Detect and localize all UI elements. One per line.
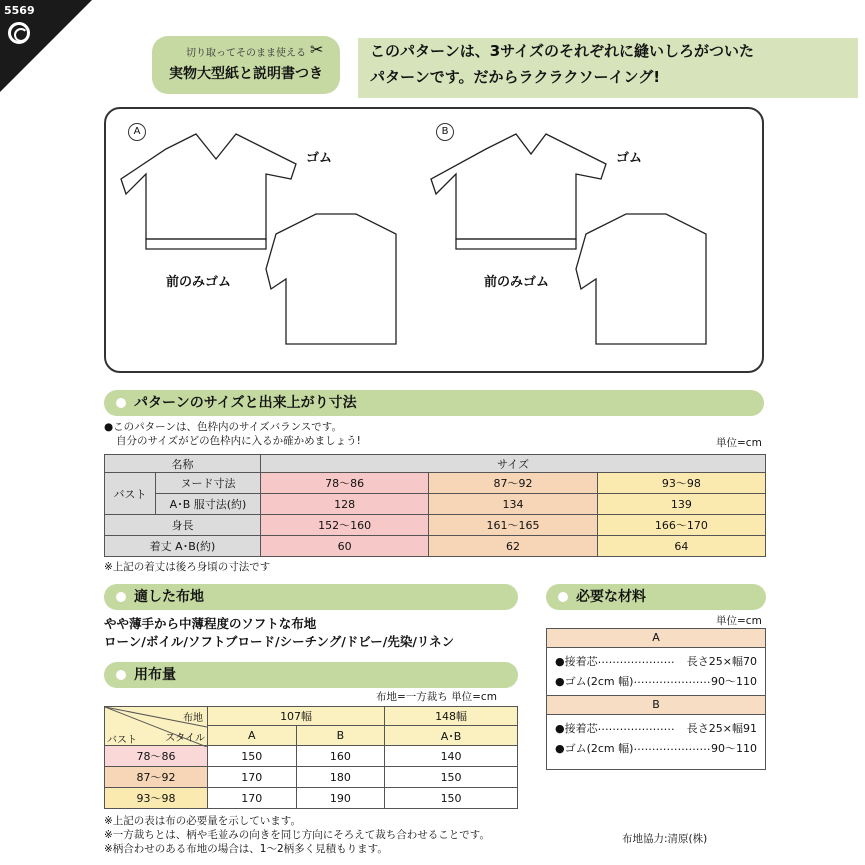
size-note2: 自分のサイズがどの色枠内に入るか確かめましょう! <box>116 435 361 447</box>
item-dots: ………………… <box>633 740 711 753</box>
item-name: ●ゴム(2cm 幅) <box>555 675 634 688</box>
col-header: A･B <box>385 726 518 746</box>
item-name: ●接着芯 <box>555 722 598 735</box>
yardage-foot3: ※柄合わせのある布地の場合は、1〜2柄多く見積もります。 <box>104 843 388 855</box>
front-gomu-label-a: 前のみゴム <box>166 275 232 290</box>
front-gomu-label-b: 前のみゴム <box>484 275 550 290</box>
materials-a-header: A <box>547 629 765 648</box>
fabric-section-header <box>104 584 518 610</box>
materials-section-header <box>546 584 766 610</box>
item-dots: ………………… <box>633 673 711 686</box>
table-cell: 134 <box>429 494 597 515</box>
bust-label: バスト <box>105 473 156 515</box>
item-dots: ………………… <box>597 720 675 733</box>
h-bust: バスト <box>107 735 137 746</box>
size-note1: ●このパターンは、色枠内のサイズバランスです。 <box>104 421 342 433</box>
materials-section-title: 必要な材料 <box>546 584 766 610</box>
size-section-header <box>104 390 764 416</box>
table-cell: 190 <box>296 788 385 809</box>
style-b-marker: B <box>436 123 454 141</box>
table-cell: 128 <box>261 494 429 515</box>
row-label: 着丈 A･B(約) <box>105 536 261 557</box>
style-a-marker: A <box>128 123 146 141</box>
col-header: B <box>296 726 385 746</box>
header-size: サイズ <box>261 455 766 473</box>
bust-cell: 87〜92 <box>105 767 208 788</box>
header-name: 名称 <box>105 455 261 473</box>
item-name: ●ゴム(2cm 幅) <box>555 742 634 755</box>
h-style: スタイル <box>165 733 205 744</box>
headline-line1: このパターンは、3サイズのそれぞれに縫いしろがついた <box>370 42 754 60</box>
badge-line2: 実物大型紙と説明書つき <box>169 66 323 82</box>
item-value: 長さ25×幅91 <box>686 722 757 735</box>
table-cell: 78〜86 <box>261 473 429 494</box>
yardage-table <box>104 706 518 809</box>
list-item <box>547 715 765 736</box>
credit: 布地協力:清原(株) <box>622 833 708 845</box>
table-cell: 160 <box>296 746 385 767</box>
brand-logo-icon <box>8 22 30 44</box>
gomu-label-a: ゴム <box>306 151 333 166</box>
pattern-code: 5569 <box>4 4 35 17</box>
table-cell: 139 <box>597 494 765 515</box>
fabric-line1: やや薄手から中薄程度のソフトな布地 <box>104 616 317 631</box>
bust-cell: 78〜86 <box>105 746 208 767</box>
garment-illustration <box>106 109 762 371</box>
list-item <box>547 669 765 695</box>
table-cell: 93〜98 <box>597 473 765 494</box>
size-section-title: パターンのサイズと出来上がり寸法 <box>104 390 764 416</box>
size-unit: 単位=cm <box>716 437 762 449</box>
yardage-note: 布地=一方裁ち 単位=cm <box>376 691 497 703</box>
row-label: ヌード寸法 <box>156 473 261 494</box>
w148-header: 148幅 <box>385 707 518 726</box>
bust-cell: 93〜98 <box>105 788 208 809</box>
materials-box <box>546 628 766 770</box>
table-cell: 170 <box>208 767 297 788</box>
w107-header: 107幅 <box>208 707 385 726</box>
table-cell: 166〜170 <box>597 515 765 536</box>
list-item <box>547 736 765 756</box>
yardage-foot1: ※上記の表は布の必要量を示しています。 <box>104 815 301 827</box>
headline-line2: パターンです。だからラクラクソーイング! <box>370 68 661 86</box>
row-label: 身長 <box>105 515 261 536</box>
table-cell: 140 <box>385 746 518 767</box>
headline <box>358 38 858 98</box>
size-table <box>104 454 766 557</box>
item-name: ●接着芯 <box>555 655 598 668</box>
illustration-box <box>104 107 764 373</box>
corner-cell <box>105 707 208 746</box>
table-cell: 150 <box>385 767 518 788</box>
table-cell: 150 <box>208 746 297 767</box>
table-cell: 180 <box>296 767 385 788</box>
fabric-section-title: 適した布地 <box>104 584 518 610</box>
item-dots: ………………… <box>597 653 675 666</box>
item-value: 90〜110 <box>711 675 757 688</box>
table-cell: 152〜160 <box>261 515 429 536</box>
fabric-line2: ローン/ボイル/ソフトブロード/シーチング/ドビー/先染/リネン <box>104 634 455 649</box>
scissors-icon: ✂ <box>310 40 324 59</box>
table-cell: 161〜165 <box>429 515 597 536</box>
item-value: 90〜110 <box>711 742 757 755</box>
table-cell: 62 <box>429 536 597 557</box>
yardage-foot2: ※一方裁ちとは、柄や毛並みの向きを同じ方向にそろえて裁ち合わせることです。 <box>104 829 490 841</box>
col-header: A <box>208 726 297 746</box>
item-value: 長さ25×幅70 <box>686 655 757 668</box>
size-footnote: ※上記の着丈は後ろ身頃の寸法です <box>104 561 271 573</box>
yardage-section-header <box>104 662 518 688</box>
table-cell: 64 <box>597 536 765 557</box>
h-fabric: 布地 <box>183 713 203 724</box>
gomu-label-b: ゴム <box>616 151 643 166</box>
table-cell: 150 <box>385 788 518 809</box>
table-cell: 170 <box>208 788 297 809</box>
table-cell: 60 <box>261 536 429 557</box>
row-label: A･B 服寸法(約) <box>156 494 261 515</box>
materials-unit: 単位=cm <box>716 615 762 627</box>
badge-line1: 切り取ってそのまま使える <box>186 48 306 59</box>
list-item <box>547 648 765 669</box>
materials-b-header: B <box>547 695 765 715</box>
table-cell: 87〜92 <box>429 473 597 494</box>
yardage-section-title: 用布量 <box>104 662 518 688</box>
